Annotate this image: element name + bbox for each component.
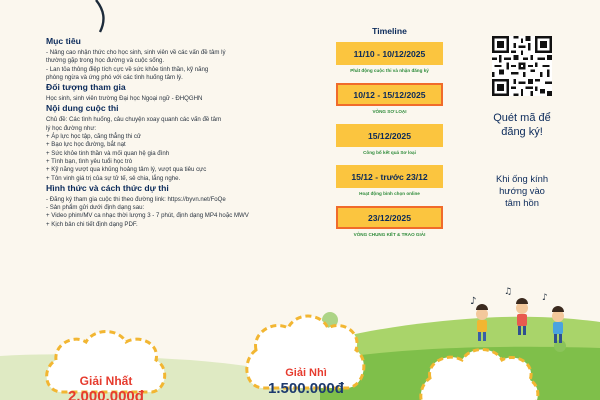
section-line[interactable]: - Đăng ký tham gia cuộc thi theo đường link: https://byvn.net/FoQe [46,195,226,203]
timeline-date: 15/12 - trước 23/12 [336,165,443,188]
section-line: thường gặp trong học đường và cuộc sống. [46,57,165,65]
scan-text-line: Quét mã để [493,112,551,124]
svg-text:♪: ♪ [470,296,477,307]
info-column [46,36,308,229]
prize-cloud-third [410,338,550,400]
timeline-date: 10/12 - 15/12/2025 [336,83,443,106]
timeline-caption: Phát động cuộc thi và nhận đăng ký [350,68,429,73]
qr-code[interactable] [492,36,552,96]
timeline-item [336,206,443,242]
section-line: lý học đường như: [46,124,97,132]
prize-amount: 2.000.000đ [68,388,144,400]
svg-text:♫: ♫ [504,287,513,297]
timeline-caption: Công bố kết quả Sơ loại [363,150,416,155]
timeline-item [336,83,443,119]
scan-text-line: đăng ký! [501,126,543,138]
section-line: + Bạo lực học đường, bắt nạt [46,141,126,149]
decorative-curve [0,0,160,34]
section-line: - Nâng cao nhận thức cho học sinh, sinh viên về các vấn đề tâm lý [46,49,226,56]
section-line: + Sức khỏe tinh thần và mối quan hệ gia đình [46,149,170,157]
section-title: Mục tiêu [46,36,81,46]
svg-text:♪: ♪ [542,293,548,303]
prize-first [50,374,162,400]
section-line: + Tình bạn, tình yêu tuổi học trò [46,157,133,165]
timeline-date: 23/12/2025 [336,206,443,229]
section-line: Học sinh, sinh viên trường Đại học Ngoại ngữ - ĐHQGHN [46,95,203,103]
timeline-title: Timeline [372,26,407,36]
section-line: - Sản phẩm gửi dưới định dạng sau: [46,204,145,212]
prize-amount: 1.500.000đ [268,380,344,397]
section-objectives [46,36,308,82]
section-content [46,103,308,182]
section-title: Hình thức và cách thức dự thi [46,182,169,193]
slogan-line: hướng vào [499,185,545,196]
section-line: Chủ đề: Các tình huống, câu chuyện xoay quanh các vấn đề tâm [46,116,222,124]
timeline-caption: Hoạt động bình chọn online [359,191,420,196]
timeline-date: 11/10 - 10/12/2025 [336,42,443,65]
section-line: + Áp lực học tập, căng thẳng thi cử [46,133,142,141]
section-title: Nội dung cuộc thi [46,103,119,114]
section-line: + Kỹ năng vượt qua khủng hoảng tâm lý, vượt qua tiêu cực [46,166,207,174]
timeline [336,26,443,247]
section-line: + Tôn vinh giá trị của sự tử tế, sẻ chia, lắng nghe. [46,174,181,182]
timeline-caption: VÒNG SƠ LOẠI [372,109,407,114]
section-line: + Kịch bản chi tiết định dạng PDF. [46,220,138,228]
section-format [46,183,308,229]
timeline-item [336,42,443,78]
section-line: + Video phim/MV ca nhạc thời lượng 3 - 7 phút, định dạng MP4 hoặc MWV [46,212,249,220]
section-line: - Lan tỏa thông điệp tích cực về sức khỏe tinh thần, kỹ năng [46,65,209,73]
timeline-caption: VÒNG CHUNG KẾT & TRAO GIẢI [353,232,426,237]
prize-second [250,366,362,398]
timeline-date: 15/12/2025 [336,124,443,147]
section-title: Đối tượng tham gia [46,82,126,93]
prize-label: Giải Nhất [79,374,133,388]
register-column [462,36,582,209]
slogan-line: Khi ống kính [495,173,549,184]
scan-to-register-text [462,111,582,139]
section-participants [46,82,308,103]
slogan [462,173,582,209]
slogan-line: tâm hồn [505,197,539,208]
timeline-item [336,165,443,201]
prize-label: Giải Nhì [285,367,327,379]
timeline-item [336,124,443,160]
section-line: phòng ngừa và ứng phó với các tình huống tâm lý. [46,73,183,81]
